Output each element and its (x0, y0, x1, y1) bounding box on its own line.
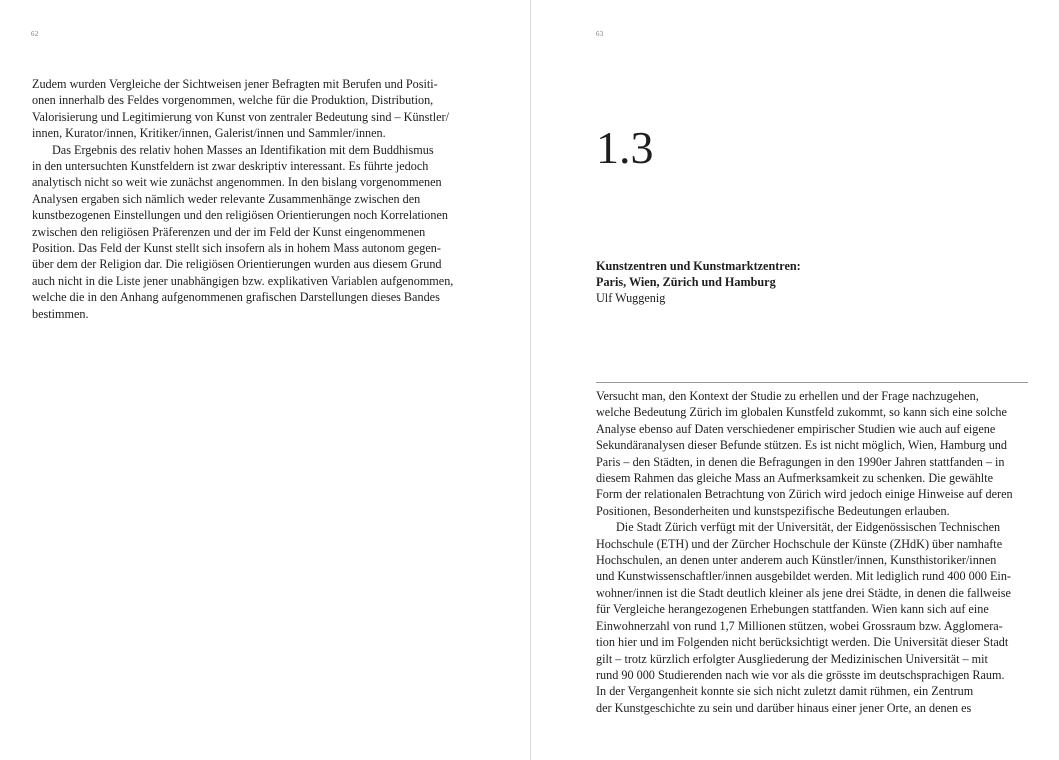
text-line: Valorisierung und Legitimierung von Kunst von zentraler Bedeutung sind – Künstler/ (32, 109, 450, 124)
text-line: gilt – trotz kürzlich erfolgter Ausgliederung der Medizinischen Universität – mit (596, 651, 988, 666)
chapter-title (596, 258, 801, 291)
text-line: Zudem wurden Vergleiche der Sichtweisen jener Befragten mit Berufen und Positi- (32, 77, 438, 91)
page-number: 63 (596, 30, 604, 38)
text-line: diesem Rahmen das gleiche Mass an Aufmerksamkeit zu schenken. Die gewählte (596, 471, 993, 486)
text-line: Die Stadt Zürich verfügt mit der Universität, der Eidgenössischen Technischen (616, 520, 1001, 535)
text-line: rund 90 000 Studierenden nach wie vor als die grösste im deutschsprachigen Raum. (596, 667, 1005, 682)
text-line: Form der relationalen Betrachtung von Zürich wird jedoch einige Hinweise auf deren (596, 487, 1013, 502)
chapter-title-line: Kunstzentren und Kunstmarktzentren: (596, 259, 801, 273)
text-line: Analysen ergaben sich nämlich weder relevante Zusammenhänge zwischen den (32, 191, 421, 206)
text-line: Versucht man, den Kontext der Studie zu erhellen und der Frage nachzugehen, (596, 389, 979, 403)
text-line: wohner/innen ist die Stadt deutlich kleiner als jene drei Städte, in denen die fallweise (596, 585, 1011, 600)
text-line: über dem der Religion dar. Die religiösen Orientierungen wurden aus diesem Grund (32, 257, 442, 272)
text-line: analytisch nicht so weit wie zunächst angenommen. In den bislang vorgenommenen (32, 175, 442, 190)
chapter-title-line: Paris, Wien, Zürich und Hamburg (596, 275, 776, 290)
text-line: Sekundäranalysen dieser Befunde stützen. Es ist nicht möglich, Wien, Hamburg und (596, 438, 1007, 453)
body-text (32, 76, 453, 322)
text-line: Das Ergebnis des relativ hohen Masses an Identifikation mit dem Buddhismus (52, 142, 434, 157)
text-line: kunstbezogenen Einstellungen und den religiösen Orientierungen noch Korrelationen (32, 208, 448, 223)
text-line: tion hier und im Folgenden nicht berücksichtigt werden. Die Universität dieser Stadt (596, 635, 1009, 650)
text-line: Einwohnerzahl von rund 1,7 Millionen stützen, wobei Grossraum bzw. Agglomera- (596, 618, 1003, 633)
text-line: Analyse ebenso auf Daten verschiedener empirischer Studien wie auch auf eigene (596, 421, 996, 436)
text-line: für Vergleiche herangezogenen Erhebungen stattfanden. Wien kann sich auf eine (596, 602, 989, 617)
text-line: zwischen den religiösen Präferenzen und der im Feld der Kunst eingenommenen (32, 224, 426, 239)
page-number: 62 (31, 30, 39, 38)
text-line: auch nicht in die Liste jener unabhängigen bzw. explikativen Variablen aufgenommen, (32, 273, 454, 288)
text-line: in den untersuchten Kunstfeldern ist zwar deskriptiv interessant. Es führte jedoch (32, 159, 429, 174)
chapter-author: Ulf Wuggenig (596, 291, 666, 305)
section-rule (596, 382, 1028, 383)
right-page (531, 0, 1059, 760)
text-line: welche Bedeutung Zürich im globalen Kunstfeld zukommt, so kann sich eine solche (596, 405, 1007, 420)
text-line: Position. Das Feld der Kunst stellt sich insofern als in hohem Mass autonom gegen- (32, 241, 441, 256)
text-line: In der Vergangenheit konnte sie sich nicht zuletzt damit rühmen, ein Zentrum (596, 684, 974, 699)
text-line: welche die in den Anhang aufgenommenen grafischen Darstellungen dieses Bandes (32, 290, 440, 305)
chapter-number: 1.3 (596, 122, 654, 173)
text-line: onen innerhalb des Feldes vorgenommen, welche für die Produktion, Distribution, (32, 93, 434, 108)
text-line: innen, Kurator/innen, Kritiker/innen, Galerist/innen und Sammler/innen. (32, 126, 386, 141)
text-line: Positionen, Besonderheiten und kunstspezifische Bedeutungen erlauben. (596, 503, 950, 518)
text-line: der Kunstgeschichte zu sein und darüber hinaus einer jener Orte, an denen es (596, 700, 972, 715)
text-line: und Kunstwissenschaftler/innen ausgebildet werden. Mit lediglich rund 400 000 Ein- (596, 569, 1011, 584)
body-text (596, 388, 1013, 716)
text-line: Hochschulen, an denen unter anderem auch Künstler/innen, Kunsthistoriker/innen (596, 553, 997, 568)
text-line: Paris – den Städten, in denen die Befragungen in den 1990er Jahren stattfanden – in (596, 454, 1005, 469)
text-line: bestimmen. (32, 306, 89, 321)
text-line: Hochschule (ETH) und der Zürcher Hochschule der Künste (ZHdK) über namhafte (596, 536, 1003, 551)
